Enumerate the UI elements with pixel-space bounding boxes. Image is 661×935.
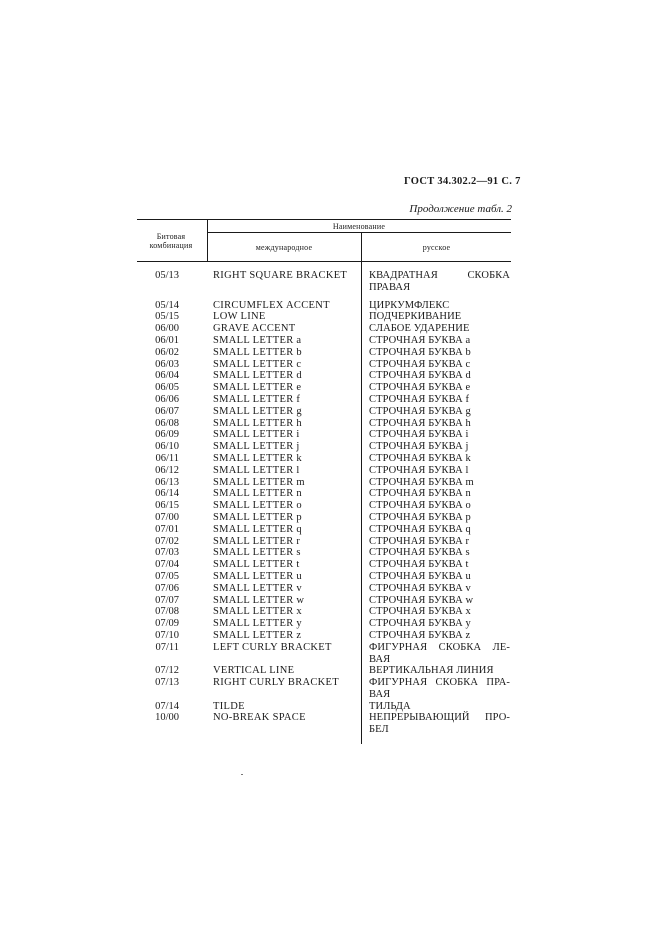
cell-russian-name [369, 606, 510, 618]
cell-code: 05/15 [155, 311, 179, 323]
cell-code: 07/14 [155, 700, 179, 712]
table-row [0, 359, 661, 371]
cell-international-name: LEFT CURLY BRACKET [213, 641, 332, 653]
cell-russian-name [369, 418, 510, 430]
table-row [0, 323, 661, 335]
cell-international-name: SMALL LETTER b [213, 346, 302, 358]
russian-name-line: СТРОЧНАЯ БУКВА p [369, 511, 471, 523]
cell-international-name: SMALL LETTER q [213, 523, 302, 535]
cell-code: 06/14 [155, 488, 179, 500]
cell-russian-name [369, 323, 510, 335]
header-subdivision-rule [207, 232, 511, 233]
cell-international-name: RIGHT SQUARE BRACKET [213, 270, 348, 281]
table-row [0, 571, 661, 583]
cell-international-name: SMALL LETTER i [213, 429, 300, 441]
cell-russian-name [369, 536, 510, 548]
cell-code: 07/01 [155, 523, 179, 535]
russian-name-line: ВАЯ [369, 653, 391, 665]
header-bottom-rule [137, 261, 511, 262]
cell-code: 06/01 [155, 334, 179, 346]
cell-international-name: SMALL LETTER m [213, 476, 305, 488]
cell-code: 06/09 [155, 429, 179, 441]
table-row [0, 665, 661, 677]
cell-code: 06/04 [155, 370, 179, 382]
russian-name-line: НЕПРЕРЫВАЮЩИЙ ПРО- [369, 712, 510, 724]
russian-name-line: СТРОЧНАЯ БУКВА j [369, 441, 469, 453]
cell-russian-name [369, 701, 510, 713]
cell-code: 07/00 [155, 511, 179, 523]
header-code [137, 232, 205, 250]
cell-russian-name [369, 595, 510, 607]
cell-russian-name [369, 630, 510, 642]
table-row [0, 477, 661, 489]
cell-code: 07/11 [155, 641, 179, 653]
russian-name-line: СТРОЧНАЯ БУКВА l [369, 464, 469, 476]
cell-code: 05/14 [155, 299, 179, 311]
russian-name-line: СЛАБОЕ УДАРЕНИЕ [369, 323, 470, 335]
cell-international-name: VERTICAL LINE [213, 665, 295, 677]
table-row [0, 382, 661, 394]
header-code-line-2: комбинация [149, 241, 193, 250]
cell-code: 05/13 [155, 270, 179, 281]
russian-name-line: ПРАВАЯ [369, 281, 411, 293]
table-row [0, 418, 661, 430]
cell-code: 07/08 [155, 606, 179, 618]
table-row [0, 370, 661, 382]
cell-russian-name [369, 712, 510, 736]
table-row [0, 524, 661, 536]
table-row [0, 465, 661, 477]
cell-code: 07/04 [155, 559, 179, 571]
cell-russian-name [369, 406, 510, 418]
russian-name-line: СТРОЧНАЯ БУКВА y [369, 618, 471, 630]
table-row [0, 618, 661, 630]
table-row [0, 441, 661, 453]
russian-name-line: СТРОЧНАЯ БУКВА b [369, 346, 471, 358]
cell-code: 07/03 [155, 547, 179, 559]
table-row [0, 595, 661, 607]
table-row [0, 606, 661, 618]
russian-name-line: СТРОЧНАЯ БУКВА m [369, 476, 474, 488]
russian-name-line: СТРОЧНАЯ БУКВА a [369, 334, 471, 346]
russian-name-line: СТРОЧНАЯ БУКВА d [369, 370, 471, 382]
cell-russian-name [369, 347, 510, 359]
cell-international-name: SMALL LETTER s [213, 547, 301, 559]
cell-international-name: SMALL LETTER k [213, 452, 302, 464]
cell-russian-name [369, 465, 510, 477]
cell-code: 06/07 [155, 405, 179, 417]
cell-russian-name [369, 583, 510, 595]
russian-name-line: СТРОЧНАЯ БУКВА i [369, 429, 469, 441]
cell-international-name: SMALL LETTER h [213, 417, 302, 429]
russian-name-line: ЦИРКУМФЛЕКС [369, 299, 450, 311]
cell-russian-name [369, 300, 510, 312]
cell-code: 07/07 [155, 594, 179, 606]
cell-international-name: LOW LINE [213, 311, 266, 323]
cell-code: 07/05 [155, 570, 179, 582]
cell-russian-name [369, 453, 510, 465]
table-row [0, 630, 661, 642]
cell-international-name: SMALL LETTER w [213, 594, 305, 606]
russian-name-line: СТРОЧНАЯ БУКВА k [369, 452, 471, 464]
cell-russian-name [369, 477, 510, 489]
russian-name-line: ФИГУРНАЯ СКОБКА ЛЕ- [369, 641, 510, 653]
cell-russian-name [369, 370, 510, 382]
russian-name-line: СТРОЧНАЯ БУКВА r [369, 535, 470, 547]
cell-code: 07/10 [155, 629, 179, 641]
cell-code: 06/11 [155, 452, 179, 464]
russian-name-line: СТРОЧНАЯ БУКВА o [369, 500, 471, 512]
cell-russian-name [369, 488, 510, 500]
cell-code: 06/03 [155, 358, 179, 370]
cell-russian-name [369, 441, 510, 453]
russian-name-line: СТРОЧНАЯ БУКВА t [369, 559, 469, 571]
cell-international-name: SMALL LETTER y [213, 618, 302, 630]
russian-name-line: СТРОЧНАЯ БУКВА x [369, 606, 471, 618]
cell-russian-name [369, 500, 510, 512]
cell-russian-name [369, 359, 510, 371]
cell-russian-name [369, 547, 510, 559]
header-name: Наименование [332, 222, 386, 231]
russian-name-line: ВАЯ [369, 688, 391, 700]
cell-international-name: SMALL LETTER r [213, 535, 301, 547]
cell-international-name: SMALL LETTER e [213, 382, 302, 394]
cell-international-name: SMALL LETTER j [213, 441, 300, 453]
cell-international-name: SMALL LETTER d [213, 370, 302, 382]
cell-russian-name [369, 665, 510, 677]
cell-code: 06/05 [155, 382, 179, 394]
cell-international-name: SMALL LETTER n [213, 488, 302, 500]
table-row [0, 311, 661, 323]
russian-name-line: СТРОЧНАЯ БУКВА f [369, 393, 470, 405]
cell-international-name: SMALL LETTER c [213, 358, 302, 370]
cell-international-name: SMALL LETTER g [213, 405, 302, 417]
table-row [0, 270, 661, 294]
cell-russian-name [369, 394, 510, 406]
header-russian: русское [422, 243, 451, 252]
cell-code: 07/13 [155, 677, 179, 689]
table-row [0, 701, 661, 713]
cell-international-name: SMALL LETTER l [213, 464, 300, 476]
cell-international-name: SMALL LETTER p [213, 511, 302, 523]
russian-name-line: ФИГУРНАЯ СКОБКА ПРА- [369, 677, 510, 689]
russian-name-line: СТРОЧНАЯ БУКВА h [369, 417, 471, 429]
cell-international-name: NO-BREAK SPACE [213, 712, 306, 724]
cell-code: 06/06 [155, 393, 179, 405]
cell-code: 07/09 [155, 618, 179, 630]
table-continuation-caption: Продолжение табл. 2 [409, 203, 512, 215]
russian-name-line: КВАДРАТНАЯ СКОБКА [369, 270, 510, 281]
russian-name-line: СТРОЧНАЯ БУКВА c [369, 358, 471, 370]
cell-code: 06/08 [155, 417, 179, 429]
russian-name-line: СТРОЧНАЯ БУКВА g [369, 405, 471, 417]
cell-code: 07/06 [155, 582, 179, 594]
cell-russian-name [369, 559, 510, 571]
table-row [0, 547, 661, 559]
table-row [0, 712, 661, 736]
russian-name-line: СТРОЧНАЯ БУКВА w [369, 594, 474, 606]
table-row [0, 488, 661, 500]
cell-international-name: GRAVE ACCENT [213, 323, 296, 335]
cell-international-name: SMALL LETTER a [213, 334, 302, 346]
table-row [0, 512, 661, 524]
cell-russian-name [369, 571, 510, 583]
cell-russian-name [369, 382, 510, 394]
cell-international-name: TILDE [213, 700, 245, 712]
table-row [0, 583, 661, 595]
table-row [0, 300, 661, 312]
cell-code: 06/15 [155, 500, 179, 512]
cell-russian-name [369, 642, 510, 666]
table-row [0, 335, 661, 347]
russian-name-line: СТРОЧНАЯ БУКВА n [369, 488, 471, 500]
table-row [0, 677, 661, 701]
russian-name-line: СТРОЧНАЯ БУКВА e [369, 382, 471, 394]
russian-name-line: СТРОЧНАЯ БУКВА s [369, 547, 470, 559]
cell-international-name: RIGHT CURLY BRACKET [213, 677, 339, 689]
russian-name-line: ПОДЧЕРКИВАНИЕ [369, 311, 462, 323]
cell-code: 06/13 [155, 476, 179, 488]
cell-russian-name [369, 677, 510, 701]
russian-name-line: СТРОЧНАЯ БУКВА z [369, 629, 471, 641]
russian-name-line: ТИЛЬДА [369, 700, 411, 712]
table-row [0, 642, 661, 666]
cell-code: 06/00 [155, 323, 179, 335]
cell-russian-name [369, 335, 510, 347]
cell-russian-name [369, 311, 510, 323]
cell-code: 10/00 [155, 712, 179, 724]
table-row [0, 453, 661, 465]
cell-code: 07/12 [155, 665, 179, 677]
cell-international-name: SMALL LETTER x [213, 606, 302, 618]
cell-international-name: SMALL LETTER v [213, 582, 302, 594]
cell-russian-name [369, 270, 510, 294]
cell-code: 06/02 [155, 346, 179, 358]
cell-code: 07/02 [155, 535, 179, 547]
header-code-line-1: Битовая [156, 232, 186, 241]
cell-code: 06/12 [155, 464, 179, 476]
table-row [0, 394, 661, 406]
cell-international-name: SMALL LETTER z [213, 629, 302, 641]
table-row [0, 406, 661, 418]
page-header: ГОСТ 34.302.2—91 С. 7 [404, 176, 521, 187]
table-row [0, 500, 661, 512]
table-row [0, 347, 661, 359]
russian-name-line: ВЕРТИКАЛЬНАЯ ЛИНИЯ [369, 665, 494, 677]
table-row [0, 559, 661, 571]
cell-russian-name [369, 618, 510, 630]
table-top-rule [137, 219, 511, 220]
table-row [0, 536, 661, 548]
cell-code: 06/10 [155, 441, 179, 453]
russian-name-line: БЕЛ [369, 724, 389, 736]
table-body [0, 270, 661, 736]
russian-name-line: СТРОЧНАЯ БУКВА u [369, 570, 471, 582]
russian-name-line: СТРОЧНАЯ БУКВА q [369, 523, 471, 535]
cell-international-name: CIRCUMFLEX ACCENT [213, 299, 330, 311]
cell-russian-name [369, 429, 510, 441]
cell-international-name: SMALL LETTER u [213, 570, 302, 582]
table-row [0, 429, 661, 441]
cell-russian-name [369, 524, 510, 536]
cell-international-name: SMALL LETTER o [213, 500, 302, 512]
cell-russian-name [369, 512, 510, 524]
russian-name-line: СТРОЧНАЯ БУКВА v [369, 582, 471, 594]
cell-international-name: SMALL LETTER f [213, 393, 301, 405]
header-international: международное [255, 243, 313, 252]
page-speck [241, 774, 243, 775]
cell-international-name: SMALL LETTER t [213, 559, 300, 571]
